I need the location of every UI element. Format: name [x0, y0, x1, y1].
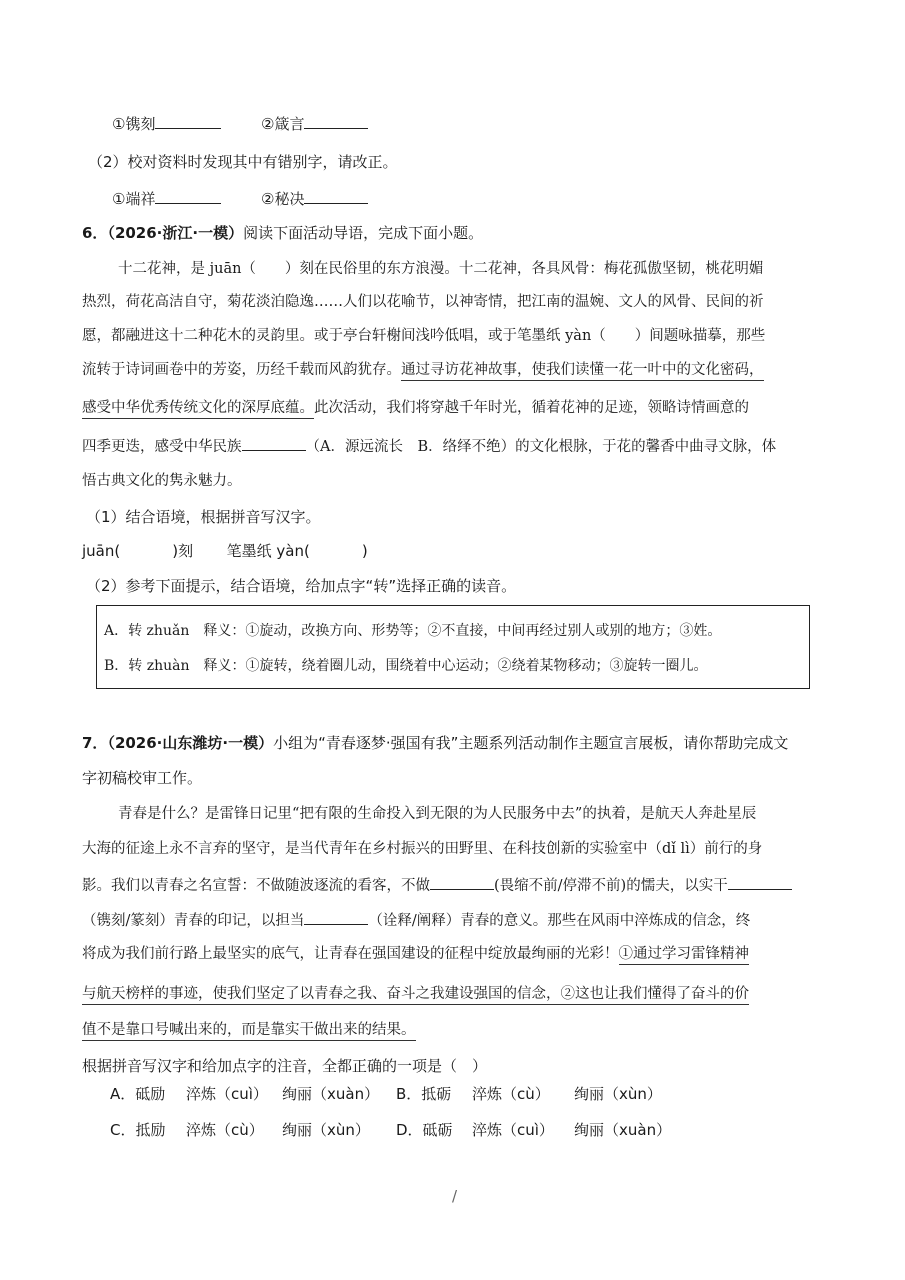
option-text: 绚丽（xuàn）: [282, 1085, 380, 1103]
option-label: A．砥励: [110, 1085, 166, 1103]
q6-passage-text: （A．源远流长 B．络绎不绝）的文化根脉，于花的馨香中曲寻文脉，体: [305, 439, 777, 455]
q6-prompt: 阅读下面活动导语，完成下面小题。: [243, 224, 484, 242]
q5-row2: [112, 187, 368, 210]
hint-option-a: A．转 zhuǎn 释义：①旋动，改换方向、形势等；②不直接，中间再经过别人或别的地方；③姓。: [104, 623, 722, 639]
q6-sub1: （1）结合语境，根据拼音写汉字。: [86, 508, 321, 526]
q6-underlined-sentence: 感受中华优秀传统文化的深厚底蕴。: [82, 400, 314, 419]
q5-item-2: ②箴言: [261, 115, 305, 133]
q6-passage-line: [82, 397, 749, 419]
option-label: B．抵砺: [396, 1085, 452, 1103]
footer-mark: /: [452, 1187, 458, 1205]
q7-option-c[interactable]: [110, 1119, 370, 1141]
option-text: 淬炼（cuì）: [186, 1085, 268, 1103]
q7-passage-text: （镌刻/篆刻）青春的印记，以担当: [82, 913, 305, 929]
q7-header: [82, 732, 788, 754]
q5-sub2: （2）校对资料时发现其中有错别字，请改正。: [88, 153, 398, 171]
q5-item-4: ②秘决: [261, 190, 305, 208]
q6-passage-line: 十二花神，是 juān（ ）刻在民俗里的东方浪漫。十二花神，各具风骨：梅花孤傲坚韧，桃花明媚: [118, 261, 764, 277]
option-text: 淬炼（cuì）: [472, 1121, 554, 1139]
q7-passage-line: [82, 943, 749, 965]
q6-passage-text: 流转于诗词画卷中的芳姿，历经千载而风韵犹存。: [82, 362, 401, 378]
q7-passage-line: [82, 908, 750, 932]
q6-passage-text: 四季更迭，感受中华民族: [82, 439, 242, 455]
answer-blank[interactable]: [304, 187, 368, 204]
answer-blank[interactable]: [304, 112, 368, 129]
answer-blank[interactable]: [430, 873, 494, 890]
q5-row1: [112, 112, 368, 135]
q6-pinyin-row: [82, 540, 368, 562]
q7-passage-text: （诠释/阐释）青春的意义。那些在风雨中淬炼成的信念，终: [368, 913, 751, 929]
answer-blank[interactable]: [304, 908, 368, 925]
q7-passage-text: 将成为我们前行路上最坚实的底气，让青春在强国建设的征程中绽放最绚丽的光彩！: [82, 946, 619, 962]
q5-item-3: ①端祥: [112, 190, 156, 208]
q7-passage-line: 青春是什么？是雷锋日记里“把有限的生命投入到无限的为人民服务中去”的执着，是航天人奔赴星辰: [118, 806, 757, 822]
pinyin-label: 笔墨纸 yàn(: [226, 542, 310, 560]
q6-passage-line: 愿，都融进这十二种花木的灵韵里。或于亭台轩榭间浅吟低唱，或于笔墨纸 yàn（ ）间题咏描摹，那些: [82, 328, 766, 344]
option-text: 绚丽（xùn）: [574, 1085, 662, 1103]
q7-passage-line: [82, 983, 749, 1005]
q6-passage-text: 此次活动，我们将穿越千年时光，循着花神的足迹，领略诗情画意的: [314, 400, 749, 416]
option-text: 淬炼（cù）: [472, 1085, 550, 1103]
option-text: 绚丽（xuàn）: [574, 1121, 672, 1139]
pinyin-label: )刻: [172, 542, 194, 560]
q6-number: 6．: [82, 224, 108, 242]
q7-question: 根据拼音写汉字和给加点字的注音，全都正确的一项是（ ）: [82, 1057, 488, 1075]
q7-source: （2026·山东潍坊·一模）: [107, 734, 274, 752]
q7-option-b[interactable]: [396, 1083, 662, 1105]
q7-prompt: 小组为“青春逐梦·强国有我”主题系列活动制作主题宣言展板，请你帮助完成文: [273, 734, 789, 752]
pinyin-label: juān(: [82, 542, 121, 560]
q6-passage-line: 热烈，荷花高洁自守，菊花淡泊隐逸……人们以花喻节，以神寄情，把江南的温婉、文人的风骨、民间的祈: [82, 294, 764, 310]
q6-passage-line: 悟古典文化的隽永魅力。: [82, 473, 242, 489]
answer-blank[interactable]: [155, 187, 221, 204]
q5-item-1: ①镌刻: [112, 115, 156, 133]
answer-blank[interactable]: [242, 434, 306, 451]
pinyin-label: ): [361, 542, 368, 560]
q7-underlined-sentence: 值不是靠口号喊出来的，而是靠实干做出来的结果。: [82, 1022, 416, 1041]
q7-passage-text: 影。我们以青春之名宣誓：不做随波逐流的看客，不做: [82, 878, 430, 894]
option-text: 绚丽（xùn）: [282, 1121, 370, 1139]
q7-option-a[interactable]: [110, 1083, 379, 1105]
answer-blank[interactable]: [155, 112, 221, 129]
q7-underlined-sentence: ①通过学习雷锋精神: [619, 946, 750, 965]
q6-source: （2026·浙江·一模）: [107, 224, 244, 242]
q7-passage-line: 大海的征途上永不言弃的坚守，是当代青年在乡村振兴的田野里、在科技创新的实验室中（dǐ lì）前行的身: [82, 841, 763, 857]
option-text: 淬炼（cù）: [186, 1121, 264, 1139]
q6-sub2: （2）参考下面提示，结合语境，给加点字“转”选择正确的读音。: [86, 577, 517, 595]
q7-passage-text: (畏缩不前/停滞不前)的懦夫，以实干: [494, 878, 728, 894]
q6-passage-line: [82, 359, 764, 381]
option-label: D．砥砺: [396, 1121, 453, 1139]
q7-prompt-cont: 字初稿校审工作。: [82, 769, 203, 787]
q6-passage-line: [82, 434, 776, 458]
q7-passage-line: [82, 1019, 416, 1041]
option-label: C．抵励: [110, 1121, 166, 1139]
q7-underlined-sentence: 与航天榜样的事迹，使我们坚定了以青春之我、奋斗之我建设强国的信念，②这也让我们懂得了奋斗的价: [82, 986, 749, 1005]
q6-underlined-sentence: 通过寻访花神故事，使我们读懂一花一叶中的文化密码，: [401, 362, 764, 381]
q7-option-d[interactable]: [396, 1119, 671, 1141]
q7-number: 7．: [82, 734, 108, 752]
hint-option-b: B．转 zhuàn 释义：①旋转，绕着圈儿动，围绕着中心运动；②绕着某物移动；③旋转一圈儿。: [104, 658, 708, 674]
answer-blank[interactable]: [728, 873, 792, 890]
q7-passage-line: [82, 873, 792, 897]
q6-header: [82, 222, 483, 244]
